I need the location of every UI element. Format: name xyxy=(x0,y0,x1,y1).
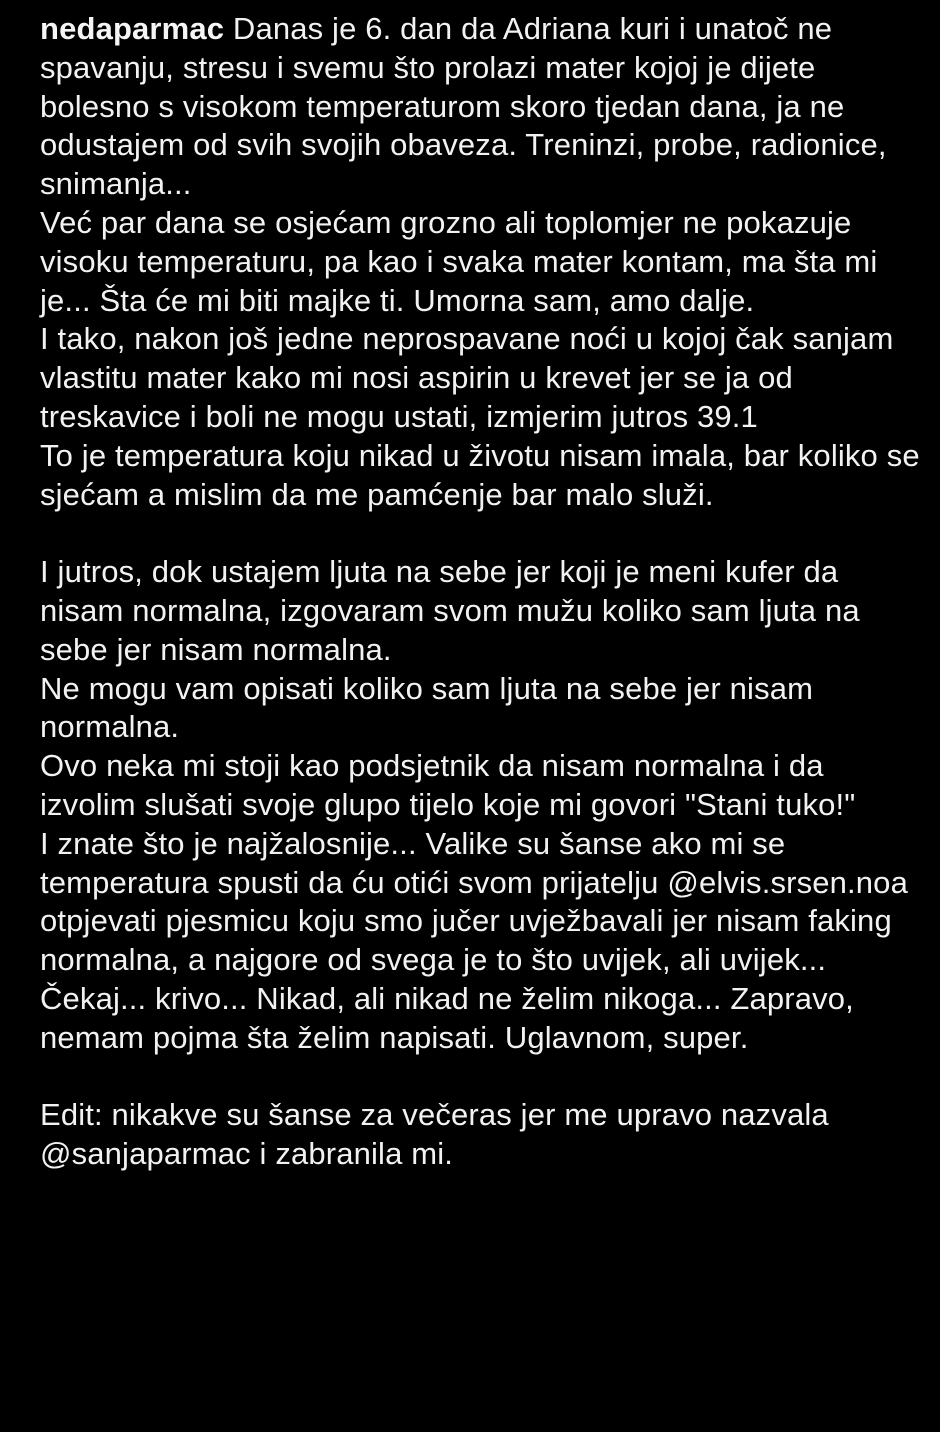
post-caption xyxy=(40,10,920,1174)
caption-text: Danas je 6. dan da Adriana kuri i unatoč ne spavanju, stresu i svemu što prolazi mater kojoj je dijete bolesno s visokom temperaturom skoro tjedan dana, ja ne odustajem od svih svojih obaveza. Treninzi, probe, radionice, snimanja... xyxy=(40,11,887,202)
caption-paragraph xyxy=(40,10,920,204)
caption-text: i zabranila mi. xyxy=(250,1136,453,1172)
caption-text: I tako, nakon još jedne neprospavane noći u kojoj čak sanjam vlastitu mater kako mi nosi aspirin u krevet jer se ja od treskavice i boli ne mogu ustati, izmjerim jutros 39.1 xyxy=(40,321,894,434)
caption-text: Ovo neka mi stoji kao podsjetnik da nisam normalna i da izvolim slušati svoje glupo tijelo koje mi govori "Stani tuko!" xyxy=(40,748,856,822)
caption-paragraph xyxy=(40,1096,920,1174)
caption-paragraph xyxy=(40,553,920,669)
paragraph-spacer xyxy=(40,1058,920,1097)
mention-link[interactable]: @sanjaparmac xyxy=(40,1136,251,1172)
caption-text: otpjevati pjesmicu koju smo jučer uvježbavali jer nisam faking normalna, a najgore od svega je to što uvijek, ali uvijek... Čekaj... krivo... Nikad, ali nikad ne želim nikoga... Zapravo, nemam pojma šta želim napisati. Uglavnom, super. xyxy=(40,903,892,1055)
caption-text: To je temperatura koju nikad u životu nisam imala, bar koliko se sjećam a mislim da me pamćenje bar malo služi. xyxy=(40,437,920,512)
caption-paragraph xyxy=(40,320,920,436)
caption-text: Već par dana se osjećam grozno ali toplomjer ne pokazuje visoku temperaturu, pa kao i svaka mater kontam, ma šta mi je... Šta će mi biti majke ti. Umorna sam, amo dalje. xyxy=(40,204,878,318)
caption-paragraph xyxy=(40,437,920,515)
caption-text: I znate što je najžalosnije... Valike su šanse ako mi se temperatura spusti da ću otići svom prijatelju xyxy=(40,825,786,900)
username-link[interactable]: nedaparmac xyxy=(40,11,225,46)
caption-text: Ne mogu vam opisati koliko sam ljuta na sebe jer nisam normalna. xyxy=(40,670,814,745)
caption-paragraph xyxy=(40,825,920,1058)
caption-text: I jutros, dok ustajem ljuta na sebe jer koji je meni kufer da nisam normalna, izgovaram svom mužu koliko sam ljuta na sebe jer nisam normalna. xyxy=(40,554,860,667)
caption-paragraph xyxy=(40,670,920,748)
caption-text: Edit: nikakve su šanse za večeras jer me upravo nazvala xyxy=(40,1097,829,1133)
caption-paragraph xyxy=(40,204,920,320)
paragraph-spacer xyxy=(40,514,920,553)
mention-link[interactable]: @elvis.srsen.noa xyxy=(667,864,908,900)
caption-paragraph xyxy=(40,747,920,825)
